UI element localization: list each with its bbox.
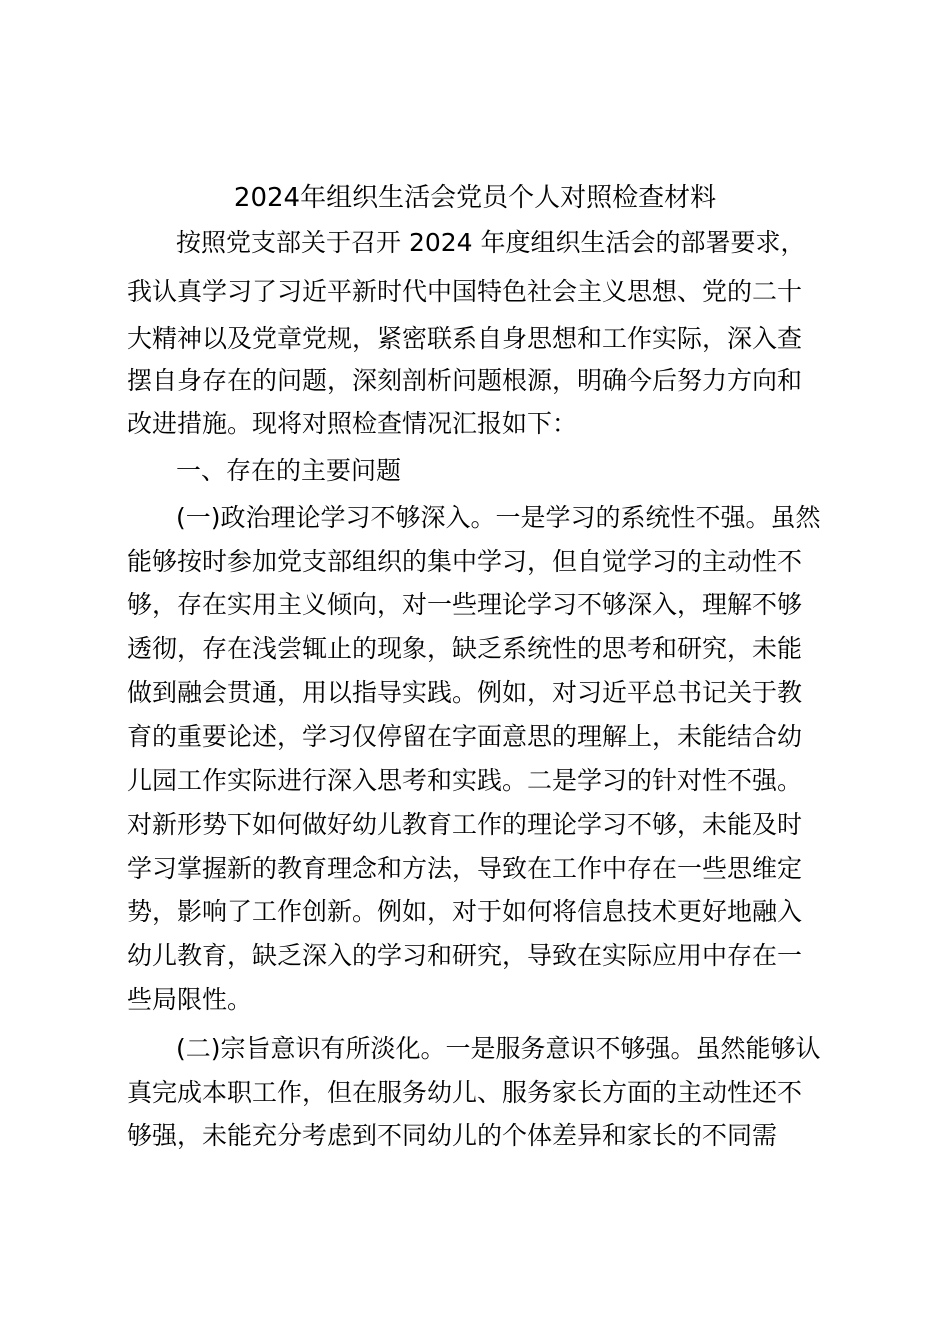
paragraph-line: 幼儿教育，缺乏深入的学习和研究，导致在实际应用中存在一 [127,941,803,970]
paragraph-line: 对新形势下如何做好幼儿教育工作的理论学习不够，未能及时 [127,810,803,839]
paragraph-line: (二)宗旨意识有所淡化。一是服务意识不够强。虽然能够认 [176,1034,821,1063]
paragraph-line: 育的重要论述，学习仅停留在字面意思的理解上，未能结合幼 [127,722,803,751]
paragraph-line: 摆自身存在的问题，深刻剖析问题根源，明确今后努力方向和 [127,366,803,395]
paragraph-line: 透彻，存在浅尝辄止的现象，缺乏系统性的思考和研究，未能 [127,634,803,663]
paragraph-line: 够，存在实用主义倾向，对一些理论学习不够深入，理解不够 [127,590,803,619]
paragraph-line: 大精神以及党章党规，紧密联系自身思想和工作实际，深入查 [127,324,803,353]
paragraph-line: 真完成本职工作，但在服务幼儿、服务家长方面的主动性还不 [127,1078,803,1107]
paragraph-line: 能够按时参加党支部组织的集中学习，但自觉学习的主动性不 [127,547,803,576]
paragraph-line: 我认真学习了习近平新时代中国特色社会主义思想、党的二十 [127,277,803,306]
paragraph-line: 做到融会贯通，用以指导实践。例如，对习近平总书记关于教 [127,678,803,707]
paragraph-line: 势，影响了工作创新。例如，对于如何将信息技术更好地融入 [127,897,803,926]
section-heading: 一、存在的主要问题 [176,456,402,485]
paragraph-line: 儿园工作实际进行深入思考和实践。二是学习的针对性不强。 [127,766,803,795]
paragraph-line: (一)政治理论学习不够深入。一是学习的系统性不强。虽然 [176,503,821,532]
paragraph-line: 够强，未能充分考虑到不同幼儿的个体差异和家长的不同需 [127,1121,778,1150]
paragraph-line: 改进措施。现将对照检查情况汇报如下： [127,409,578,438]
paragraph-line: 些局限性。 [127,985,253,1014]
paragraph-line: 按照党支部关于召开 2024 年度组织生活会的部署要求， [176,228,806,257]
paragraph-line: 学习掌握新的教育理念和方法，导致在工作中存在一些思维定 [127,854,803,883]
document-title: 2024年组织生活会党员个人对照检查材料 [233,183,717,213]
